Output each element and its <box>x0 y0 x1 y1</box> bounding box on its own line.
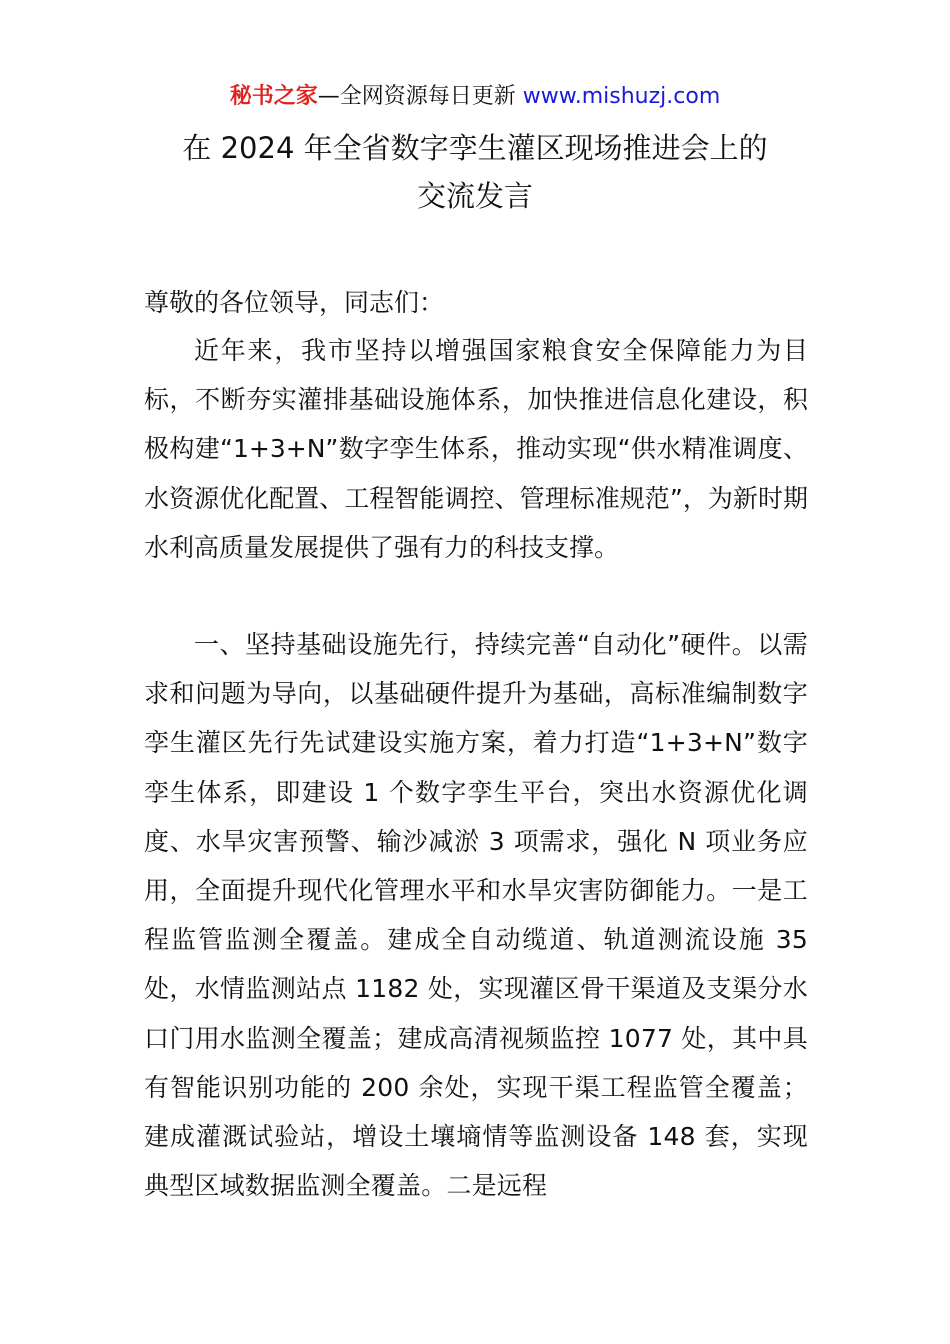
brand-name: 秘书之家 <box>229 84 318 109</box>
paragraph-section-one: 一、坚持基础设施先行，持续完善“自动化”硬件。以需求和问题为导向，以基础硬件提升为基础，高标准编制数字孪生灌区先行先试建设实施方案，着力打造“1+3+N”数字孪生体系，即建设 1 个数字孪生平台，突出水资源优化调度、水旱灾害预警、输沙减淤 3 项需求，强化 N 项业务应用，全面提升现代化管理水平和水旱灾害防御能力。一是工程监管监测全覆盖。建成全自动缆道、轨道测流设施 35 处，水情监测站点 1182 处，实现灌区骨干渠道及支渠分水口门用水监测全覆盖；建成高清视频监控 1077 处，其中具有智能识别功能的 200 余处，实现干渠工程监管全覆盖；建成灌溉试验站，增设土壤墒情等监测设备 148 套，实现典型区域数据监测全覆盖。二是远程 <box>144 630 808 1201</box>
document-title-line-2: 交流发言 <box>416 179 533 213</box>
paragraph-intro: 近年来，我市坚持以增强国家粮食安全保障能力为目标，不断夯实灌排基础设施体系，加快推进信息化建设，积极构建“1+3+N”数字孪生体系，推动实现“供水精准调度、水资源优化配置、工程智能调控、管理标准规范”，为新时期水利高质量发展提供了强有力的科技支撑。 <box>144 336 808 562</box>
greeting: 尊敬的各位领导，同志们： <box>144 288 445 317</box>
document-title-line-1: 在 2024 年全省数字孪生灌区现场推进会上的 <box>182 131 768 165</box>
site-url-link[interactable]: www.mishuzj.com <box>522 84 721 109</box>
site-header <box>0 82 950 112</box>
header-tagline: —全网资源每日更新 <box>317 84 523 109</box>
